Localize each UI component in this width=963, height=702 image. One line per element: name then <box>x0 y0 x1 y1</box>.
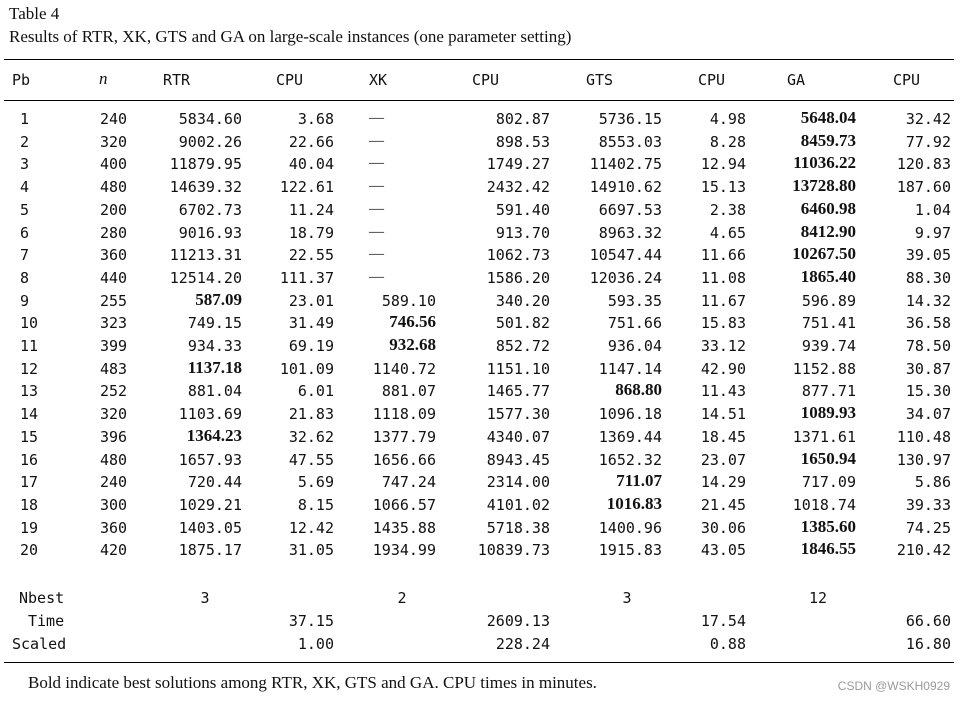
summary-time-ga-cpu: 66.60 <box>905 612 951 630</box>
cell-rtr-cpu: 22.66 <box>288 132 334 151</box>
cell-pb: 19 <box>20 518 39 537</box>
cell-gts-cpu: 21.45 <box>700 495 746 514</box>
cell-gts-cpu: 11.67 <box>700 291 746 310</box>
cell-ga-cpu: 78.50 <box>905 337 951 355</box>
cell-xk-cpu: 913.70 <box>495 223 550 242</box>
cell-rtr-cpu: 8.15 <box>297 495 334 514</box>
cell-pb: 2 <box>20 132 30 151</box>
cell-rtr-cpu: 23.01 <box>288 291 334 310</box>
cell-n: 440 <box>100 268 128 287</box>
cell-xk: — <box>369 110 384 126</box>
summary-nbest-xk: 2 <box>397 589 407 607</box>
cell-n: 399 <box>100 337 128 355</box>
cell-rtr-cpu: 101.09 <box>279 359 334 378</box>
cell-n: 480 <box>100 450 128 469</box>
cell-rtr-cpu: 122.61 <box>279 178 334 197</box>
cell-rtr: 934.33 <box>187 337 242 355</box>
cell-gts-cpu: 15.13 <box>700 178 746 197</box>
cell-ga-cpu: 210.42 <box>896 541 951 560</box>
cell-ga-cpu: 88.30 <box>905 268 951 287</box>
cell-xk: — <box>369 178 384 195</box>
header-gts: GTS <box>586 71 614 89</box>
cell-rtr-cpu: 5.69 <box>297 473 334 492</box>
header-n: n <box>99 69 108 88</box>
header-ga: GA <box>787 71 806 89</box>
cell-rtr: 720.44 <box>187 473 242 492</box>
header-gts-cpu: CPU <box>698 71 726 89</box>
header-rtr-cpu: CPU <box>276 71 304 89</box>
cell-xk: 881.07 <box>381 382 436 401</box>
cell-rtr: 1875.17 <box>178 541 242 560</box>
cell-rtr-cpu: 69.19 <box>288 337 334 355</box>
cell-gts: 868.80 <box>615 380 662 400</box>
header-xk: XK <box>369 71 388 89</box>
cell-ga: 877.71 <box>801 382 856 401</box>
cell-gts: 711.07 <box>616 471 662 491</box>
cell-gts: 1096.18 <box>598 405 662 424</box>
cell-gts-cpu: 14.29 <box>700 473 746 492</box>
cell-rtr: 1657.93 <box>178 450 242 469</box>
cell-gts: 12036.24 <box>589 268 662 287</box>
cell-gts: 8963.32 <box>598 223 662 242</box>
cell-rtr: 11213.31 <box>169 246 242 265</box>
cell-gts: 751.66 <box>607 314 662 333</box>
cell-xk: 1066.57 <box>372 495 436 514</box>
cell-pb: 13 <box>20 382 39 401</box>
summary-time-label: Time <box>28 612 65 630</box>
cell-rtr: 587.09 <box>195 289 242 309</box>
cell-gts: 1016.83 <box>606 493 662 513</box>
cell-rtr-cpu: 111.37 <box>279 268 334 287</box>
cell-ga-cpu: 77.92 <box>905 132 951 151</box>
cell-n: 200 <box>100 200 128 219</box>
cell-xk: 589.10 <box>381 291 436 310</box>
cell-ga-cpu: 32.42 <box>905 110 951 128</box>
cell-rtr-cpu: 32.62 <box>288 427 334 446</box>
cell-ga-cpu: 74.25 <box>905 518 951 537</box>
cell-pb: 17 <box>20 473 39 492</box>
cell-n: 420 <box>100 541 128 560</box>
cell-xk-cpu: 8943.45 <box>486 450 550 469</box>
cell-xk: 1934.99 <box>372 541 436 560</box>
cell-rtr-cpu: 11.24 <box>288 200 334 219</box>
summary-scaled-gts-cpu: 0.88 <box>709 635 746 653</box>
summary-nbest-ga: 12 <box>808 589 828 607</box>
cell-ga: 11036.22 <box>793 153 856 173</box>
cell-ga: 717.09 <box>801 473 856 492</box>
cell-rtr: 5834.60 <box>178 110 242 128</box>
cell-xk-cpu: 501.82 <box>495 314 550 333</box>
cell-ga-cpu: 34.07 <box>905 405 951 424</box>
cell-rtr: 11879.95 <box>169 155 242 174</box>
cell-n: 240 <box>100 110 128 128</box>
cell-rtr: 1103.69 <box>178 405 242 424</box>
summary-scaled-rtr-cpu: 1.00 <box>297 635 334 653</box>
cell-xk: 932.68 <box>389 335 436 354</box>
summary-time-gts-cpu: 17.54 <box>700 612 746 630</box>
cell-gts-cpu: 4.98 <box>709 110 746 128</box>
cell-ga-cpu: 30.87 <box>905 359 951 378</box>
cell-gts-cpu: 33.12 <box>700 337 746 355</box>
cell-ga-cpu: 130.97 <box>896 450 951 469</box>
cell-rtr-cpu: 3.68 <box>297 110 334 128</box>
cell-xk: — <box>369 246 384 263</box>
header-rule <box>4 100 954 101</box>
cell-gts: 1147.14 <box>598 359 662 378</box>
cell-gts-cpu: 14.51 <box>700 405 746 424</box>
cell-ga: 6460.98 <box>800 198 856 218</box>
cell-ga-cpu: 9.97 <box>914 223 951 242</box>
cell-ga-cpu: 15.30 <box>905 382 951 401</box>
top-rule <box>4 59 954 60</box>
summary-scaled-ga-cpu: 16.80 <box>905 635 951 653</box>
cell-ga: 5648.04 <box>800 108 856 127</box>
cell-ga: 1089.93 <box>800 403 856 423</box>
summary-time-xk-cpu: 2609.13 <box>486 612 550 630</box>
cell-ga: 1018.74 <box>792 495 856 514</box>
cell-n: 252 <box>100 382 128 401</box>
summary-nbest-label: Nbest <box>19 589 65 607</box>
header-rtr: RTR <box>163 71 191 89</box>
cell-gts-cpu: 11.66 <box>700 246 746 265</box>
cell-gts-cpu: 11.43 <box>700 382 746 401</box>
cell-xk-cpu: 5718.38 <box>486 518 550 537</box>
cell-pb: 3 <box>20 155 30 174</box>
cell-pb: 8 <box>20 268 30 287</box>
cell-gts-cpu: 23.07 <box>700 450 746 469</box>
cell-rtr: 881.04 <box>187 382 242 401</box>
cell-ga: 8412.90 <box>800 221 856 241</box>
cell-ga: 939.74 <box>801 337 856 355</box>
cell-ga-cpu: 1.04 <box>914 200 951 219</box>
summary-scaled-label: Scaled <box>12 635 67 653</box>
cell-rtr-cpu: 21.83 <box>288 405 334 424</box>
cell-ga: 1650.94 <box>800 448 856 468</box>
cell-gts: 5736.15 <box>598 110 662 128</box>
cell-ga-cpu: 39.33 <box>905 495 951 514</box>
cell-gts-cpu: 30.06 <box>700 518 746 537</box>
cell-xk-cpu: 4340.07 <box>486 427 550 446</box>
cell-n: 323 <box>100 314 128 333</box>
cell-xk-cpu: 1749.27 <box>486 155 550 174</box>
cell-xk: 1118.09 <box>372 405 436 424</box>
cell-rtr-cpu: 22.55 <box>288 246 334 265</box>
cell-n: 400 <box>100 155 128 174</box>
cell-pb: 16 <box>20 450 39 469</box>
cell-rtr: 12514.20 <box>169 268 242 287</box>
cell-n: 320 <box>100 405 128 424</box>
cell-pb: 1 <box>20 110 30 128</box>
cell-xk: — <box>369 132 384 149</box>
cell-pb: 4 <box>20 178 30 197</box>
cell-ga-cpu: 14.32 <box>905 291 951 310</box>
cell-n: 300 <box>100 495 128 514</box>
cell-ga: 1865.40 <box>800 266 856 286</box>
cell-pb: 5 <box>20 200 30 219</box>
cell-pb: 18 <box>20 495 39 514</box>
cell-pb: 9 <box>20 291 30 310</box>
cell-gts: 14910.62 <box>589 178 662 197</box>
cell-xk-cpu: 10839.73 <box>477 541 550 560</box>
cell-n: 480 <box>100 178 128 197</box>
cell-ga-cpu: 39.05 <box>905 246 951 265</box>
cell-rtr-cpu: 31.05 <box>288 541 334 560</box>
cell-gts: 10547.44 <box>589 246 662 265</box>
cell-xk-cpu: 898.53 <box>495 132 550 151</box>
cell-ga: 1846.55 <box>800 539 856 559</box>
summary-time-rtr-cpu: 37.15 <box>288 612 334 630</box>
cell-xk-cpu: 4101.02 <box>486 495 550 514</box>
cell-gts: 8553.03 <box>598 132 662 151</box>
cell-ga: 751.41 <box>801 314 856 333</box>
cell-rtr: 9002.26 <box>178 132 242 151</box>
cell-gts: 1400.96 <box>598 518 662 537</box>
cell-n: 320 <box>100 132 128 151</box>
cell-gts-cpu: 4.65 <box>709 223 746 242</box>
cell-xk: 747.24 <box>381 473 436 492</box>
cell-xk-cpu: 2314.00 <box>486 473 550 492</box>
cell-rtr: 1403.05 <box>178 518 242 537</box>
cell-ga: 13728.80 <box>792 176 856 196</box>
cell-ga: 10267.50 <box>792 244 856 264</box>
cell-rtr-cpu: 40.04 <box>288 155 334 174</box>
cell-n: 255 <box>100 291 128 310</box>
cell-pb: 15 <box>20 427 39 446</box>
cell-pb: 6 <box>20 223 30 242</box>
cell-rtr: 14639.32 <box>169 178 242 197</box>
cell-n: 280 <box>100 223 128 242</box>
cell-pb: 12 <box>20 359 39 378</box>
cell-gts: 1652.32 <box>598 450 662 469</box>
cell-n: 396 <box>100 427 128 446</box>
cell-ga-cpu: 120.83 <box>896 155 951 174</box>
cell-gts-cpu: 18.45 <box>700 427 746 446</box>
cell-rtr: 1137.18 <box>187 357 242 377</box>
cell-n: 483 <box>100 359 128 378</box>
cell-xk: 746.56 <box>389 312 436 332</box>
cell-pb: 20 <box>20 541 39 560</box>
cell-gts: 6697.53 <box>598 200 662 219</box>
cell-xk-cpu: 591.40 <box>495 200 550 219</box>
table-title: Results of RTR, XK, GTS and GA on large-scale instances (one parameter setting) <box>9 27 572 46</box>
cell-gts: 1915.83 <box>598 541 662 560</box>
cell-rtr-cpu: 12.42 <box>288 518 334 537</box>
cell-xk: 1140.72 <box>372 359 436 378</box>
watermark: CSDN @WSKH0929 <box>837 679 950 693</box>
cell-gts-cpu: 15.83 <box>700 314 746 333</box>
cell-xk: — <box>369 155 384 172</box>
cell-rtr-cpu: 47.55 <box>288 450 334 469</box>
cell-pb: 7 <box>20 246 30 265</box>
cell-gts-cpu: 2.38 <box>709 200 746 219</box>
cell-rtr: 1364.23 <box>186 425 242 445</box>
cell-xk: — <box>369 200 384 217</box>
summary-nbest-rtr: 3 <box>200 589 210 607</box>
cell-ga-cpu: 36.58 <box>905 314 951 333</box>
cell-xk-cpu: 1465.77 <box>486 382 550 401</box>
cell-xk-cpu: 802.87 <box>495 110 550 128</box>
cell-xk-cpu: 1062.73 <box>486 246 550 265</box>
cell-ga: 596.89 <box>801 291 856 310</box>
cell-rtr-cpu: 6.01 <box>297 382 334 401</box>
cell-xk: — <box>369 268 384 285</box>
cell-pb: 14 <box>20 405 39 424</box>
cell-gts: 11402.75 <box>589 155 662 174</box>
cell-gts-cpu: 43.05 <box>700 541 746 560</box>
cell-gts: 1369.44 <box>598 427 662 446</box>
cell-rtr: 9016.93 <box>178 223 242 242</box>
cell-xk: 1377.79 <box>372 427 436 446</box>
cell-gts: 936.04 <box>607 337 662 355</box>
cell-rtr: 749.15 <box>187 314 242 333</box>
cell-ga-cpu: 5.86 <box>914 473 951 492</box>
header-xk-cpu: CPU <box>472 71 500 89</box>
cell-gts-cpu: 12.94 <box>700 155 746 174</box>
cell-gts-cpu: 8.28 <box>709 132 746 151</box>
cell-rtr-cpu: 31.49 <box>288 314 334 333</box>
cell-gts: 593.35 <box>607 291 662 310</box>
cell-xk: — <box>369 223 384 240</box>
summary-nbest-gts: 3 <box>622 589 632 607</box>
table-number: Table 4 <box>9 4 60 23</box>
cell-ga: 1152.88 <box>792 359 856 378</box>
cell-xk: 1435.88 <box>372 518 436 537</box>
bottom-rule <box>4 662 954 663</box>
cell-xk-cpu: 1577.30 <box>486 405 550 424</box>
summary-scaled-xk-cpu: 228.24 <box>495 635 550 653</box>
cell-xk: 1656.66 <box>372 450 436 469</box>
cell-gts-cpu: 42.90 <box>700 359 746 378</box>
cell-n: 360 <box>100 246 128 265</box>
cell-xk-cpu: 852.72 <box>495 337 550 355</box>
cell-xk-cpu: 1151.10 <box>486 359 550 378</box>
cell-ga-cpu: 110.48 <box>896 427 951 446</box>
cell-rtr: 1029.21 <box>178 495 242 514</box>
cell-n: 360 <box>100 518 128 537</box>
header-ga-cpu: CPU <box>893 71 921 89</box>
cell-rtr: 6702.73 <box>178 200 242 219</box>
cell-xk-cpu: 1586.20 <box>486 268 550 287</box>
cell-rtr-cpu: 18.79 <box>288 223 334 242</box>
cell-gts-cpu: 11.08 <box>700 268 746 287</box>
header-pb: Pb <box>12 71 31 89</box>
cell-pb: 11 <box>20 337 39 355</box>
cell-ga-cpu: 187.60 <box>896 178 951 197</box>
cell-pb: 10 <box>20 314 39 333</box>
cell-ga: 1385.60 <box>800 516 856 536</box>
cell-n: 240 <box>100 473 128 492</box>
cell-ga: 1371.61 <box>792 427 856 446</box>
cell-xk-cpu: 340.20 <box>495 291 550 310</box>
cell-ga: 8459.73 <box>800 130 856 150</box>
table-footnote: Bold indicate best solutions among RTR, XK, GTS and GA. CPU times in minutes. <box>28 673 597 692</box>
cell-xk-cpu: 2432.42 <box>486 178 550 197</box>
